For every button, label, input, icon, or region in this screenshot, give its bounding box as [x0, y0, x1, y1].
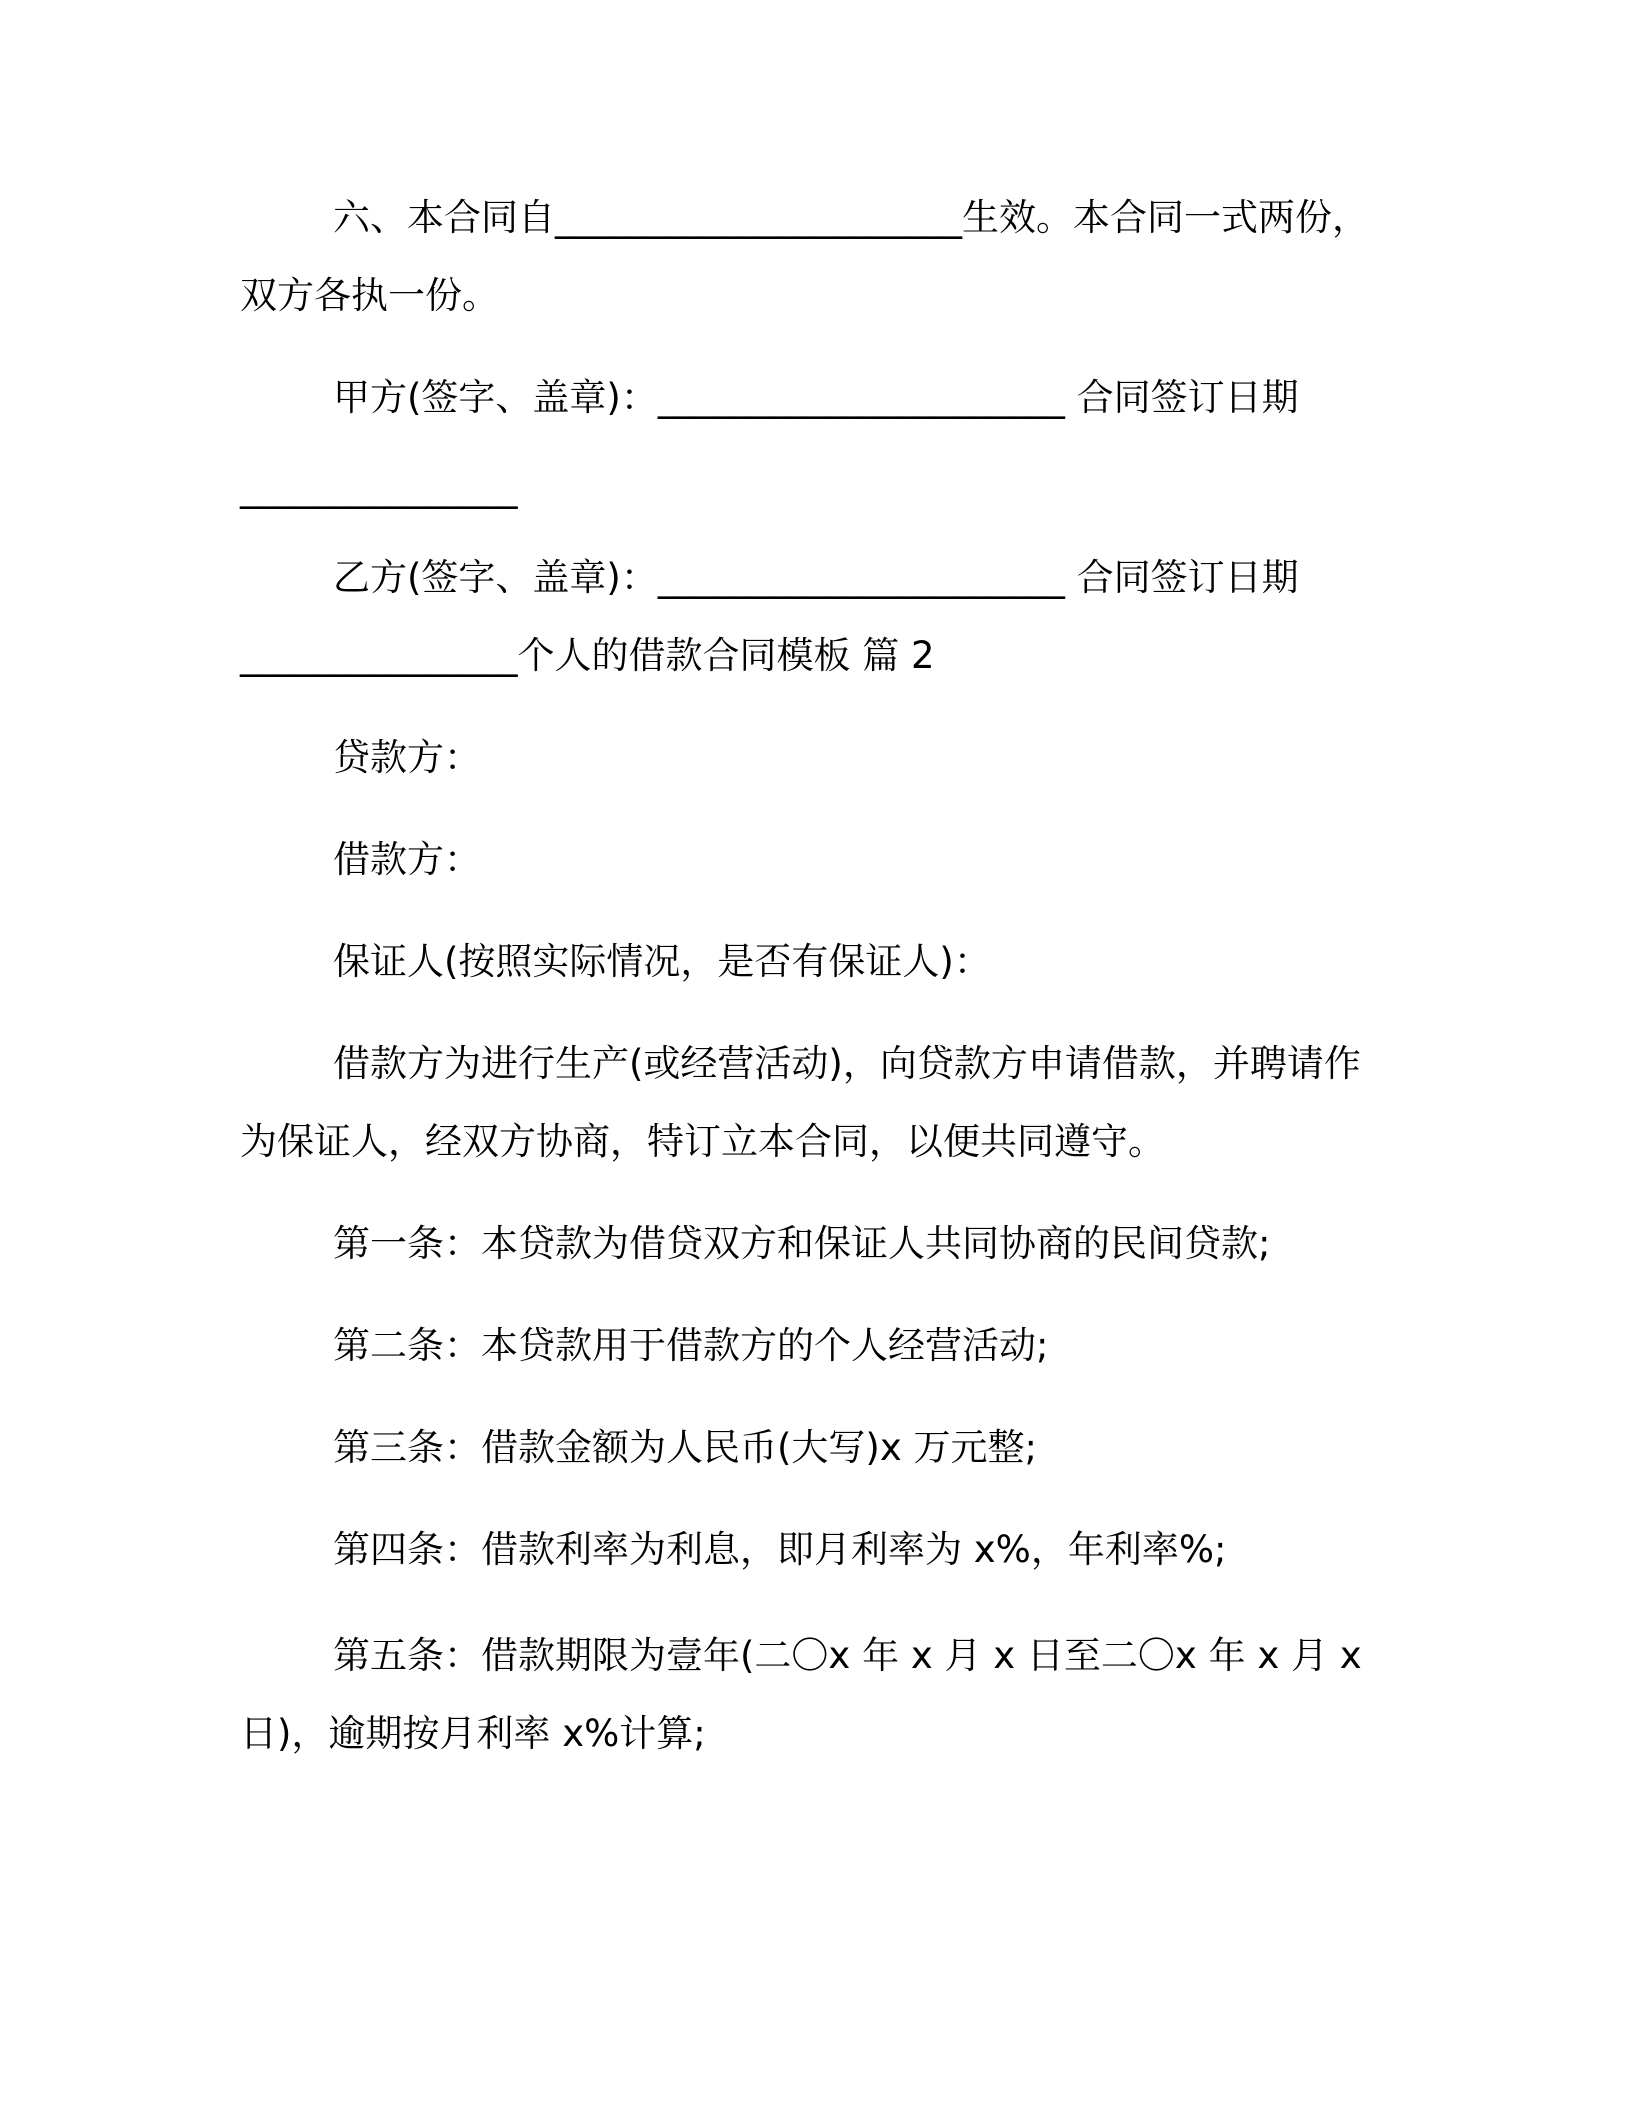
- party-a-signature-line: 甲方(签字、盖章)：______________________ 合同签订日期: [333, 376, 1299, 419]
- article-4: 第四条：借款利率为利息，即月利率为 x%，年利率%;: [333, 1528, 1227, 1571]
- preamble-line-1: 借款方为进行生产(或经营活动)，向贷款方申请借款，并聘请作: [333, 1042, 1361, 1085]
- clause-six-line-2: 双方各执一份。: [240, 274, 499, 317]
- preamble-line-2: 为保证人，经双方协商，特订立本合同，以便共同遵守。: [240, 1120, 1165, 1163]
- article-1: 第一条：本贷款为借贷双方和保证人共同协商的民间贷款;: [333, 1222, 1271, 1265]
- party-b-signature-line: 乙方(签字、盖章)：______________________ 合同签订日期: [333, 556, 1299, 599]
- borrower-label: 借款方：: [333, 838, 481, 881]
- clause-six-line-1: 六、本合同自______________________生效。本合同一式两份，: [333, 196, 1369, 239]
- article-5-line-1: 第五条：借款期限为壹年(二〇x 年 x 月 x 日至二〇x 年 x 月 x: [333, 1634, 1362, 1677]
- party-a-date-blank: _______________: [240, 466, 518, 509]
- lender-label: 贷款方：: [333, 736, 481, 779]
- guarantor-label: 保证人(按照实际情况，是否有保证人)：: [333, 940, 991, 983]
- party-b-date-and-section-title: _______________个人的借款合同模板 篇 2: [240, 634, 935, 677]
- article-2: 第二条：本贷款用于借款方的个人经营活动;: [333, 1324, 1049, 1367]
- article-3: 第三条：借款金额为人民币(大写)x 万元整;: [333, 1426, 1037, 1469]
- article-5-line-2: 日)，逾期按月利率 x%计算;: [240, 1712, 706, 1755]
